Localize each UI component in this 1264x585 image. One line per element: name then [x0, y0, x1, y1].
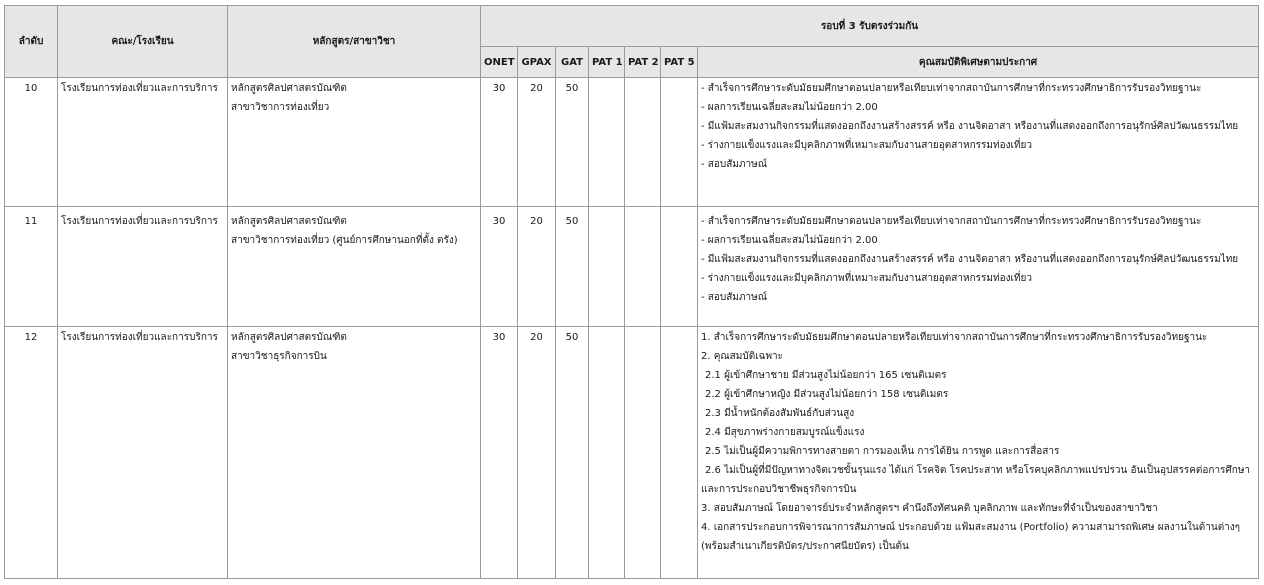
qualification-item: 3. สอบสัมภาษณ์ โดยอาจารย์ประจำหลักสูตรฯ คำนึงถึงทัศนคติ บุคลิกภาพ และทักษะที่จำเป็นของสาขาวิชา [701, 503, 1158, 514]
cell-pat1 [589, 78, 625, 207]
admission-table [4, 5, 1259, 579]
program-degree: หลักสูตรศิลปศาสตรบัณฑิต [231, 83, 347, 94]
cell-faculty: โรงเรียนการท่องเที่ยวและการบริการ [58, 78, 228, 207]
program-major: สาขาวิชาการท่องเที่ยว (ศูนย์การศึกษานอกที่ตั้ง ตรัง) [231, 235, 458, 246]
cell-pat2 [625, 207, 661, 327]
header-round: รอบที่ 3 รับตรงร่วมกัน [481, 6, 1259, 47]
cell-onet: 30 [481, 78, 518, 207]
cell-pat2 [625, 78, 661, 207]
header-pat1: PAT 1 [589, 47, 625, 78]
qualification-item: - ร่างกายแข็งแรงและมีบุคลิกภาพที่เหมาะสมกับงานสายอุตสาหกรรมท่องเที่ยว [701, 140, 1032, 151]
program-major: สาขาวิชาธุรกิจการบิน [231, 351, 327, 362]
qualification-item: (พร้อมสำเนาเกียรติบัตร/ประกาศนียบัตร) เป็นต้น [701, 541, 909, 552]
cell-faculty: โรงเรียนการท่องเที่ยวและการบริการ [58, 207, 228, 327]
qualification-subitem: 2.2 ผู้เข้าศึกษาหญิง มีส่วนสูงไม่น้อยกว่า 158 เซนติเมตร [705, 389, 949, 400]
admission-table-container [4, 5, 1258, 579]
cell-order: 12 [5, 327, 58, 579]
header-gat: GAT [556, 47, 589, 78]
qualification-item: - สำเร็จการศึกษาระดับมัธยมศึกษาตอนปลายหรือเทียบเท่าจากสถาบันการศึกษาที่กระทรวงศึกษาธิการรับรองวิทยฐานะ [701, 83, 1202, 94]
header-qualifications: คุณสมบัติพิเศษตามประกาศ [698, 47, 1259, 78]
table-row [5, 207, 1259, 327]
cell-program [228, 327, 481, 579]
qualification-item: - ร่างกายแข็งแรงและมีบุคลิกภาพที่เหมาะสมกับงานสายอุตสาหกรรมท่องเที่ยว [701, 273, 1032, 284]
qualification-subitem: 2.5 ไม่เป็นผู้มีความพิการทางสายตา การมองเห็น การได้ยิน การพูด และการสื่อสาร [705, 446, 1060, 457]
qualification-subitem: 2.3 มีน้ำหนักต้องสัมพันธ์กับส่วนสูง [705, 408, 855, 419]
qualification-item: - มีแฟ้มสะสมงานกิจกรรมที่แสดงออกถึงงานสร้างสรรค์ หรือ งานจิตอาสา หรืองานที่แสดงออกถึงการอนุรักษ์ศิลปวัฒนธรรมไทย [701, 121, 1239, 132]
header-onet: ONET [481, 47, 518, 78]
cell-qualifications [698, 78, 1259, 207]
cell-order: 11 [5, 207, 58, 327]
cell-program [228, 207, 481, 327]
qualification-item: 1. สำเร็จการศึกษาระดับมัธยมศึกษาตอนปลายหรือเทียบเท่าจากสถาบันการศึกษาที่กระทรวงศึกษาธิการรับรองวิทยฐานะ [701, 332, 1208, 343]
qualification-item: - มีแฟ้มสะสมงานกิจกรรมที่แสดงออกถึงงานสร้างสรรค์ หรือ งานจิตอาสา หรืองานที่แสดงออกถึงการอนุรักษ์ศิลปวัฒนธรรมไทย [701, 254, 1239, 265]
cell-gpax: 20 [518, 78, 556, 207]
cell-gat: 50 [556, 78, 589, 207]
cell-gat: 50 [556, 327, 589, 579]
qualification-item: 4. เอกสารประกอบการพิจารณาการสัมภาษณ์ ประกอบด้วย แฟ้มสะสมงาน (Portfolio) ความสามารถพิเศษ ผลงานในด้านต่างๆ [701, 522, 1241, 533]
qualification-item: และการประกอบวิชาชีพธุรกิจการบิน [701, 484, 857, 495]
cell-gpax: 20 [518, 207, 556, 327]
qualification-subitem: 2.1 ผู้เข้าศึกษาชาย มีส่วนสูงไม่น้อยกว่า 165 เซนติเมตร [705, 370, 947, 381]
program-major: สาขาวิชาการท่องเที่ยว [231, 102, 330, 113]
qualification-subitem: 2.4 มีสุขภาพร่างกายสมบูรณ์แข็งแรง [705, 427, 865, 438]
qualification-item: - สำเร็จการศึกษาระดับมัธยมศึกษาตอนปลายหรือเทียบเท่าจากสถาบันการศึกษาที่กระทรวงศึกษาธิการรับรองวิทยฐานะ [701, 216, 1202, 227]
cell-pat5 [661, 78, 698, 207]
cell-pat5 [661, 207, 698, 327]
cell-pat1 [589, 207, 625, 327]
program-degree: หลักสูตรศิลปศาสตรบัณฑิต [231, 216, 347, 227]
qualification-item: 2. คุณสมบัติเฉพาะ [701, 351, 784, 362]
header-order: ลำดับ [5, 6, 58, 78]
cell-program [228, 78, 481, 207]
cell-gpax: 20 [518, 327, 556, 579]
table-row [5, 78, 1259, 207]
cell-pat5 [661, 327, 698, 579]
qualification-item: - ผลการเรียนเฉลี่ยสะสมไม่น้อยกว่า 2.00 [701, 235, 878, 246]
cell-qualifications [698, 327, 1259, 579]
cell-faculty: โรงเรียนการท่องเที่ยวและการบริการ [58, 327, 228, 579]
header-pat2: PAT 2 [625, 47, 661, 78]
cell-pat2 [625, 327, 661, 579]
cell-gat: 50 [556, 207, 589, 327]
header-program: หลักสูตร/สาขาวิชา [228, 6, 481, 78]
cell-pat1 [589, 327, 625, 579]
header-pat5: PAT 5 [661, 47, 698, 78]
cell-qualifications [698, 207, 1259, 327]
cell-onet: 30 [481, 207, 518, 327]
qualification-subitem: 2.6 ไม่เป็นผู้ที่มีปัญหาทางจิตเวชขั้นรุนแรง ได้แก่ โรคจิต โรคประสาท หรือโรคบุคลิกภาพแปรปรวน อันเป็นอุปสรรคต่อการศึกษา [705, 465, 1251, 476]
table-row [5, 327, 1259, 579]
cell-order: 10 [5, 78, 58, 207]
qualification-item: - ผลการเรียนเฉลี่ยสะสมไม่น้อยกว่า 2.00 [701, 102, 878, 113]
qualification-item: - สอบสัมภาษณ์ [701, 292, 768, 303]
program-degree: หลักสูตรศิลปศาสตรบัณฑิต [231, 332, 347, 343]
header-faculty: คณะ/โรงเรียน [58, 6, 228, 78]
header-gpax: GPAX [518, 47, 556, 78]
cell-onet: 30 [481, 327, 518, 579]
qualification-item: - สอบสัมภาษณ์ [701, 159, 768, 170]
